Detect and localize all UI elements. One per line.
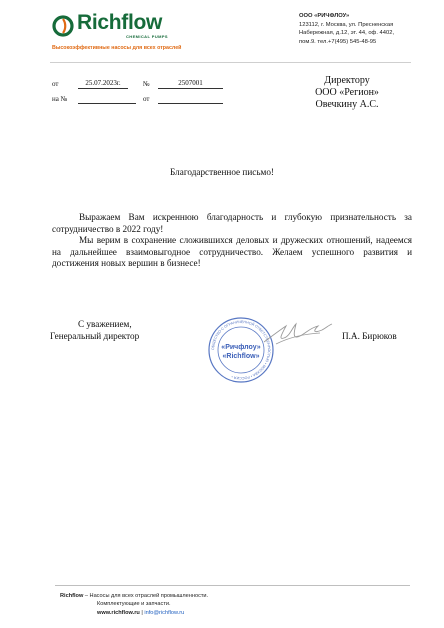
header-divider: [50, 62, 411, 63]
addressee-name: Овечкину А.С.: [315, 99, 379, 110]
stamp-ring-text: ОБЩЕСТВО С ОГРАНИЧЕННОЙ ОТВЕТСТВЕННОСТЬЮ • МОСКВА • РОССИЯ •: [210, 319, 272, 381]
footer-separator: |: [139, 609, 145, 616]
number-label: №: [143, 80, 150, 88]
addressee: [292, 75, 402, 111]
footer-slogan: – Насосы для всех отраслей промышленности.: [83, 593, 209, 599]
company-details: [299, 12, 409, 46]
company-address-line: 123112, г. Москва, ул. Пресненская: [299, 21, 394, 28]
signer-position: Генеральный директор: [50, 330, 140, 341]
letter-date: 25.07.2023г.: [78, 79, 128, 89]
signer-name: П.А. Бирюков: [342, 331, 397, 341]
footer: [60, 592, 208, 617]
reply-date-label: от: [143, 95, 150, 103]
letter-title: Благодарственное письмо!: [170, 167, 274, 177]
reply-to-number: [78, 94, 136, 104]
letter-number: 2507001: [158, 79, 223, 89]
letter-paragraph: Мы верим в сохранение сложившихся деловых и дружеских отношений, надеемся на дальнейшее взаимовыгодное сотрудничество. Желаем успешного развития и достижения новых вершин в бизнесе!: [52, 235, 412, 268]
richflow-logo-icon: [52, 15, 74, 37]
footer-parts-line: Комплектующие и запчасти.: [97, 601, 171, 608]
footer-brand: Richflow: [60, 593, 84, 599]
stamp-name-ru: «Ричфлоу»: [221, 344, 261, 351]
addressee-company: ООО «Регион»: [315, 87, 379, 98]
company-address-line: Набережная, д.12, эт. 44, оф. 4402,: [299, 30, 395, 37]
company-name: ООО «РИЧФЛОУ»: [299, 13, 350, 19]
logo-subtitle: CHEMICAL PUMPS: [126, 34, 168, 39]
closing-block: [50, 319, 139, 342]
footer-divider: [55, 585, 410, 586]
logo-brand: Richflow: [77, 11, 163, 34]
logo-tagline: Высокоэффективные насосы для всех отраслей: [52, 45, 182, 51]
company-address-line: пом.9. тел.+7(495) 545-48-95: [299, 38, 377, 45]
letter-paragraph: Выражаем Вам искреннюю благодарность и глубокую признательность за сотрудничество в 2022 году!: [52, 212, 412, 234]
handwritten-signature: [262, 316, 334, 350]
reply-date: [158, 94, 223, 104]
date-label: от: [52, 80, 59, 88]
reply-to-label: на №: [52, 95, 68, 103]
closing-phrase: С уважением,: [78, 319, 132, 329]
footer-email-link[interactable]: info@richflow.ru: [144, 609, 185, 616]
addressee-position: Директору: [324, 75, 370, 86]
stamp-name-en: «Richflow»: [222, 353, 260, 360]
footer-site-link[interactable]: www.richflow.ru: [97, 609, 140, 616]
